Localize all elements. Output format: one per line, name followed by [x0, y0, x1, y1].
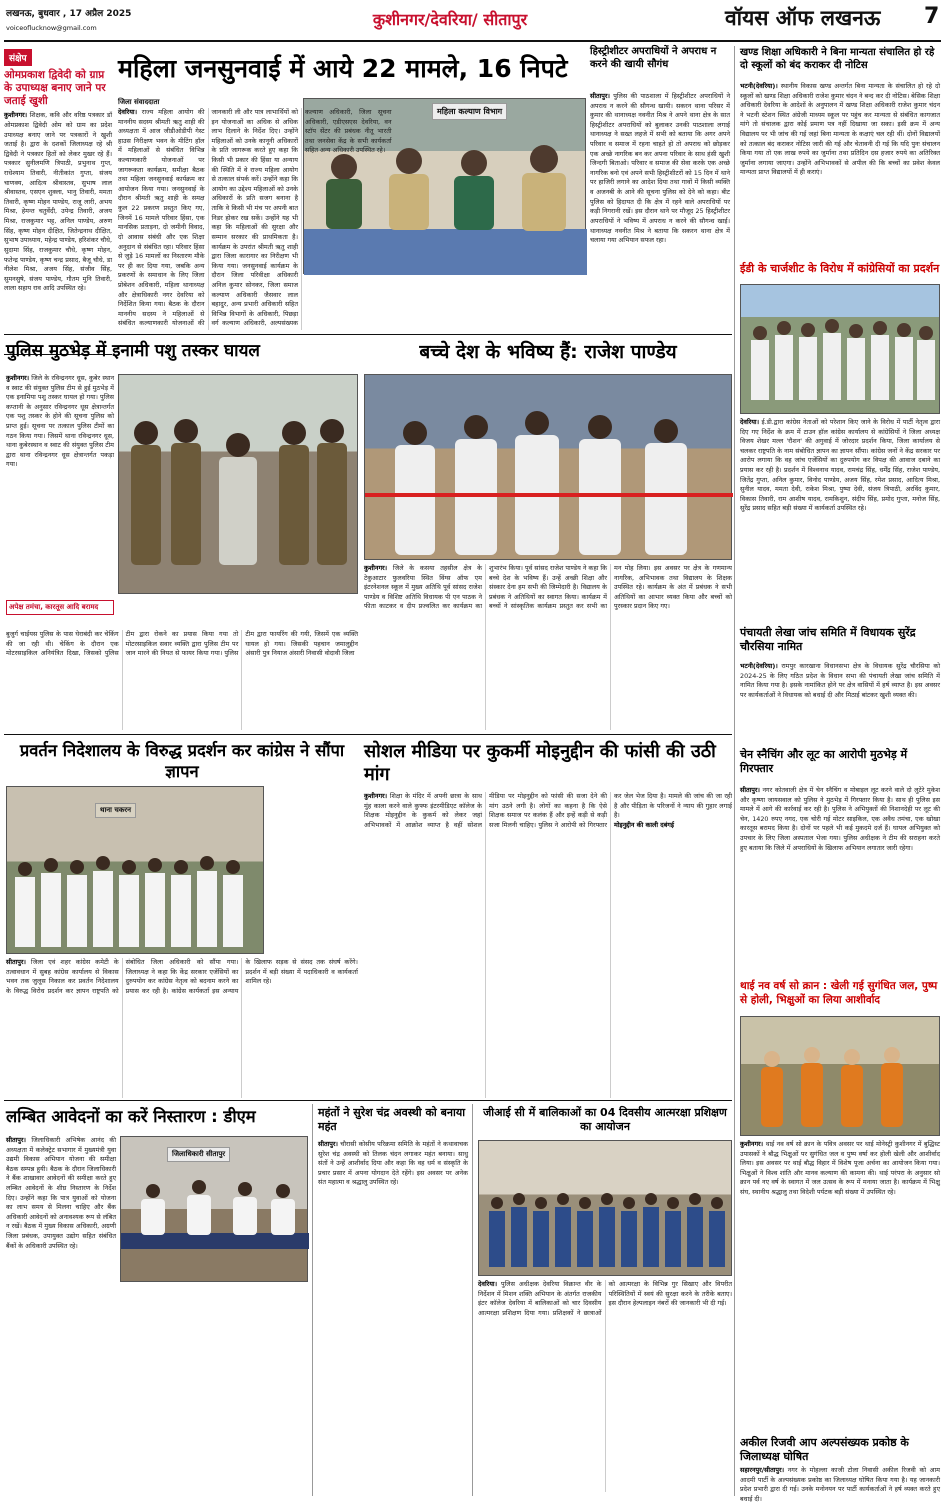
akeel-headline: अकील रिजवी आप अल्पसंख्यक प्रकोष्ठ के जिलाध्यक्ष घोषित — [740, 1436, 909, 1464]
monks-figures — [741, 1017, 941, 1137]
social-subhead: मोइनुद्दीन की काली दबंगई — [614, 820, 675, 829]
lead-body: देवरिया। राज्य महिला आयोग की माननीय सदस्य श्रीमती ऋतु शाही की अध्यक्षता में आज जीडीओडीपी गेस्ट हाउस निरीक्षण भवन के मीटिंग हॉल में महिलाओं से संबंधित विभिन्न कल्याणकारी योजनाओं पर जागरूकता कार्यक्रम, समीक्षा बैठक तथा महिला जनसुनवाई कार्यक्रम का आयोजन किया गया। जनसुनवाई के दौरान श्रीमती ऋतु शाही के समक्ष कुल 22 प्रकरण प्रस्तुत किए गए, जिनमें 16 मामले परिवार हिंसा, एक मानसिक प्रताड़ना, दो जमीनी विवाद, दो आवास संबंधी और एक शिक्षा अनुदान से संबंधित रहा। परिवार हिंसा से जुड़े 16 मामलों का निस्तारण मौके पर ही कर दिया गया, जबकि अन्य प्रकरणों के समाधान के लिए जिला प्रोबेशन अधिकारी, महिला थानाध्यक्ष और क्षेत्राधिकारी नगर देवरिया को निर्देशित किया गया। बैठक के दौरान माननीय सदस्य ने महिलाओं से संबंधित कल्याणकारी योजनाओं की जानकारी ली और पात्र लाभार्थियों को इन योजनाओं का अधिक से अधिक लाभ दिलाने के निर्देश दिए। उन्होंने महिलाओं को उनके कानूनी अधिकारों के प्रति जागरूक करते हुए कहा कि किसी भी प्रकार की हिंसा या अन्याय की स्थिति में वे राज्य महिला आयोग से तत्काल संपर्क करें। उन्होंने कहा कि आयोग का उद्देश्य महिलाओं को उनके अधिकारों के प्रति सजग बनाना है ताकि वे किसी भी मंच पर अपनी बात निडर होकर रख सकें। उन्होंने यह भी कहा कि महिलाओं की सुरक्षा और सम्मान सरकार की प्राथमिकता है। कार्यक्रम के उपरांत श्रीमती ऋतु शाही द्वारा जिला कारागार का निरीक्षण भी किया गया। जनसुनवाई कार्यक्रम के दौरान जिला परिवीक्षा अधिकारी अनिल कुमार सोनकर, जिला समाज कल्याण अधिकारी जैसवार लाल बहादुर, अन्य प्रभारी अधिकारी सहित विभिन्न विभागों के अधिकारी, पिछड़ा वर्ग कल्याण अधिकारी, अल्पसंख्यक कल्याण अधिकारी, जिला सूचना अधिकारी, एडीएसएस देवरिया, वन स्टॉप सेंटर की प्रबंधक नीतू भारती तथा जनसेवा केंद्र के सभी कार्यकर्ता सहित अन्य अधिकारी उपस्थित रहे। — [118, 108, 392, 328]
pravartan-headline: प्रवर्तन निदेशालय के विरुद्ध प्रदर्शन कर कांग्रेस ने सौंपा ज्ञापन — [19, 741, 345, 782]
ribbon-cutting — [365, 375, 733, 561]
thai-new-year-headline: थाई नव वर्ष सो क्रान : खेली गई सुगंधित जल, पुष्प से होली, भिक्षुओं का लिया आशीर्वाद — [740, 980, 938, 1006]
chain-snatching-headline: चेन स्नैचिंग और लूट का आरोपी मुठभेड़ में गिरफ्तार — [740, 748, 908, 776]
lead-byline: जिला संवाददाता — [118, 98, 160, 106]
lead-headline: महिला जनसुनवाई में आये 22 मामले, 16 निपटे — [118, 54, 568, 83]
thai-new-year-photo — [740, 1016, 940, 1136]
kids-headline: बच्चे देश के भविष्य हैं: राजेश पाण्डेय — [419, 341, 677, 363]
briefs-tag: संक्षेप — [4, 49, 32, 66]
lambit-headline: लम्बित आवेदनों का करें निस्तारण : डीएम — [6, 1107, 256, 1126]
lead-body-cont — [303, 278, 586, 330]
pravartan-body-side — [268, 786, 358, 954]
protest-group — [7, 787, 265, 955]
gic-photo — [478, 1140, 732, 1276]
lambit-body — [120, 1288, 308, 1492]
social-headline: सोशल मीडिया पर कुकर्मी मोइनुद्दीन की फांसी की उठी मांग — [364, 741, 716, 786]
rule — [312, 1104, 313, 1496]
section-title: कुशीनगर/देवरिया/ सीतापुर — [372, 10, 528, 29]
brief-headline: ओमप्रकाश द्विवेदी को ग्राप्र के उपाध्यक्ष बनाए जाने पर जताई खुशी — [4, 69, 106, 108]
pravartan-photo — [6, 786, 264, 954]
police-station-sign: थाना चकरन — [95, 803, 136, 818]
thai-new-year-body: कुशीनगर। थाई नव वर्ष सो क्रान के पवित्र अवसर पर थाई मोनेस्ट्री कुशीनगर में बुद्धिस्ट उपासकों ने बौद्ध भिक्षुओं पर सुगंधित जल व पुष्प वर्षा कर होली खेली और आशीर्वाद लिया। इस अवसर पर थाई बौद्ध विहार में विशेष पूजा अर्चना का आयोजन किया गया। भिक्षुओं ने विश्व शांति और मानव कल्याण की कामना की। थाई परंपरा के अनुसार सो क्रान पर्व नए वर्ष के स्वागत में जल उत्सव के रूप में मनाया जाता है। कार्यक्रम में भिक्षु संघ, स्थानीय श्रद्धालु तथा विदेशी पर्यटक बड़ी संख्या में उपस्थित रहे। — [740, 1140, 940, 1197]
encounter-headline: पुलिस मुठभेड़ में इनामी पशु तस्कर घायल — [6, 341, 260, 361]
brief-body: कुशीनगर। शिक्षक, कवि और वरिष्ठ पत्रकार डॉ ओमप्रकाश द्विवेदी ओम को ग्राम का प्रदेश उपाध्यक्ष बनाए जाने पर पत्रकारों ने खुशी जताई है। द्वारा के दशकों जिलाध्यक्ष रहे श्री द्विवेदी ने पत्रकार हितों को लेकर मुखर रहे हैं। पत्रकार सुनीलमणि त्रिपाठी, प्रभुनाथ गुप्त, राधेश्याम तिवारी, नीतीकांत गुप्ता, संजय चाणक्य, आदित्य श्रीवास्तव, सुभाष लाल श्रीवास्तव, एसएन शुक्ला, भानु तिवारी, ममता तिवारी, कृष्ण मोहन पाण्डेय, राजू लारी, अभय मिश्रा, हेमन्त चतुर्वेदी, उपेन्द्र तिवारी, अजय मिश्रा, राजकुमार भट्ट, अनिल पाण्डेय, अरुण सिंह, कृष्ण मोहन दीक्षित, जितेन्द्रनाथ दीक्षित, सुभाष उपाध्याय, महेन्द्र पाण्डेय, हरिशंकर चौधे, सुदामा सिंह, राजकुमार चौधे, कृष्ण मोहन, फतेन्द्र पाण्डेय, कृष्ण चन्द्र प्रसाद, बैजू चौधे, डा नीलेश मिश्रा, अजय सिंह, संजीव सिंह, सुमनसुषे, संजय पाण्डेय, गौतम मुनि तिवारी, लाला सहाय राव आदि उपस्थित रहे। — [4, 111, 112, 293]
masthead-date: लखनऊ, बुधवार , 17 अप्रैल 2025 — [6, 9, 132, 19]
ed-protest-photo — [740, 284, 940, 414]
rule — [734, 46, 735, 1496]
rule — [4, 734, 732, 735]
kids-photo — [364, 374, 732, 560]
ed-protest-headline: ईडी के चार्जशीट के विरोध में कांग्रेसियों का प्रदर्शन — [740, 262, 940, 275]
ed-protest-body: देवरिया। ई.डी.द्वारा कांग्रेस नेताओं को परेशान किए जाने के विरोध में पार्टी नेतृत्व द्वारा दिए गए निर्देश के क्रम में टाउन हॉल कांग्रेस कार्यालय से कांग्रेसियों ने जिला अध्यक्ष विजय शेखर मल्ल 'रौशन' की अगुवाई में जोरदार प्रदर्शन किया, जिला कार्यालय से चलकर राष्ट्रपति के नाम संबोधित ज्ञापन का ज्ञापन सौंपा। कांग्रेस जनों ने केंद्र सरकार पर आरोप लगाया कि वह जांच एजेंसियों का दुरुपयोग कर विपक्ष की आवाज दबाने का प्रयास कर रही है। प्रदर्शन में विश्वनाथ यादव, रामचंद्र सिंह, धर्मेंद्र सिंह, राजेश पाण्डेय, जितेंद्र गुप्ता, अनिल कुमार, विनोद पाण्डेय, अजय सिंह, रमेश प्रसाद, आदित्य मिश्रा, सुनील यादव, ममता देवी, राकेश मिश्रा, पुष्पा देवी, संजय त्रिपाठी, अरविंद कुमार, विकास तिवारी, राम आशीष यादव, रामकिशुन, संदीप सिंह, प्रमोद गुप्ता, मनोज सिंह, सुरेंद्र प्रसाद सहित बड़ी संख्या में कार्यकर्ता उपस्थित रहे। — [740, 418, 940, 513]
chain-snatching-body: सीतापुर। नगर कोतवाली क्षेत्र में चेन स्नैचिंग व मोबाइल लूट करने वाले दो लुटेरे मुकेश और कृष्णा जायसवाल को पुलिस ने मुठभेड़ में गिरफ्तार किया है। साथ ही पुलिस इस मामले में आगे की कार्रवाई कर रही है। पुलिस ने अभियुक्तों की निशानदेही पर लूट की चेन, 1420 रुपए नगद, एक चोरी गई मोटर साइकिल, एक अवैध तमंचा, एक खोखा कारतूस बरामद किया है। दोनों पर पहले भी कई मुकदमे दर्ज हैं। घायल अभियुक्त को उपचार के लिए जिला अस्पताल भेजा गया। पुलिस अधीक्षक ने टीम की सराहना करते हुए बताया कि जिले में अपराधियों के खिलाफ अभियान लगातार जारी रहेगा। — [740, 786, 940, 852]
encounter-photo — [118, 374, 358, 594]
meeting-banner: जिलाधिकारी सीतापुर — [167, 1147, 230, 1162]
encounter-body: कुशीनगर। जिले के रविन्द्रनगर धूस, कुबेर स्थान व स्वाट की संयुक्त पुलिस टीम से हुई मुठभेड़ में एक इनामिया पशु तस्कर घायल हो गया। पुलिस कप्तानी के अनुसार रविन्द्रनगर धूस क्षेत्रान्तर्गत एक पशु तस्कर के होने की सूचना पुलिस को प्राप्त हुई। सूचना पर तत्काल पुलिस टीमों का गठन किया गया। जिसमें थाना रविन्द्रनगर धूस, थाना कुबेरस्थान व स्वाट की संयुक्त पुलिस टीम द्वारा थाना रविन्द्रनगर धूस क्षेत्रान्तर्गत पकड़ा गया। — [6, 374, 114, 469]
lambit-body-left: सीतापुर। जिलाधिकारी अभिषेक आनंद की अध्यक्षता में कलेक्ट्रेट सभागार में मुख्यमंत्री युवा उद्यमी विकास अभियान योजना की समीक्षा बैठक सम्पन्न हुयी। बैठक के दौरान जिलाधिकारी ने बैंक शाखावार आवेदनों की समीक्षा करते हुए लम्बित आवेदनों के शीघ्र निस्तारण के निर्देश दिए। उन्होंने कहा कि पात्र युवाओं को योजना का लाभ समय से मिलना चाहिए और बैंक अधिकारी आवेदनों को अनावश्यक रूप से लंबित न रखें। बैठक में मुख्य विकास अधिकारी, अग्रणी जिला प्रबंधक, उपायुक्त उद्योग सहित संबंधित बैंकों के अधिकारी उपस्थित रहे। — [6, 1136, 116, 1250]
police-figures — [119, 375, 359, 595]
history-sheeter-body: सीतापुर। पुलिस की पाठशाला में हिस्ट्रीशीटर अपराधियों ने अपराध न करने की सौगन्ध खायी। सकरन थाना परिसर में कुमार की थानाध्यक्ष नवनीत मिश्र ने अपने थाना क्षेत्र के सात हिस्ट्रीशीटर अपराधियों को बुलाकर उनकी पाठशाला लगाई थानाध्यक्ष ने सख्त लहजे में सभी को बताया कि अगर अपने परिवार व समाज में रहना चाहते हो तो अपराध को छोड़कर एक अच्छे नागरिक बन कर अपना परिवार के साथ हंसी खुशी जिन्दगी बिताओ। परिवार व समाज की सेवा करके एक अच्छे नागरिक बनो एवं अपने सभी हिस्ट्रीशीटरों को 15 दिन में थाने पर हाजिरी लगाने का आदेश दिया तथा गावों में किसी व्यक्ति व अजनबी के आने की सूचना पुलिस को देने को कहा। बीट पुलिस को हिदायत दी कि क्षेत्र में रहने वाले अपराधियों पर कड़ी निगरानी रखें। इस दौरान थाने पर मौजूद 25 हिस्ट्रीशीटर अपराधियों ने भविष्य में अपराध न करने की सौगन्ध खाई। थानाध्यक्ष नवनीत मिश्र ने बताया कि सकरन थाना क्षेत्र में चलाया गया अभियान सफल रहा। — [590, 92, 730, 245]
pravartan-body: सीतापुर। जिला एवं शहर कांग्रेस कमेटी के तत्वावधान में सुबह कांग्रेस कार्यालय से विकास भवन तक जुलूस निकाल कर प्रवर्तन निदेशालय के विरुद्ध विरोध प्रदर्शन कर ज्ञापन राष्ट्रपति को संबोधित जिला अधिकारी को सौंपा गया। जिलाध्यक्ष ने कहा कि केंद्र सरकार एजेंसियों का दुरुपयोग कर कांग्रेस नेतृत्व को बदनाम करने का प्रयास कर रही है। कांग्रेस कार्यकर्ता इस अन्याय के खिलाफ सड़क से संसद तक संघर्ष करेंगे। प्रदर्शन में बड़ी संख्या में पदाधिकारी व कार्यकर्ता शामिल रहे। — [6, 958, 358, 995]
brand-logo: वॉयस ऑफ लखनऊ — [725, 5, 881, 30]
students-group — [479, 1141, 733, 1277]
lambit-photo — [120, 1136, 308, 1282]
akeel-body: सहारनपुर/सीतापुर। नगर के मोहल्ला काजी टोला निवासी अकील रिजवी को आम आदमी पार्टी के अल्पसंख्यक प्रकोष्ठ का जिलाध्यक्ष घोषित किया गया है। यह जानकारी प्रदेश प्रभारी द्वारा दी गई। उनके मनोनयन पर पार्टी कार्यकर्ताओं ने हर्ष व्यक्त करते हुए बधाई दी। — [740, 1466, 940, 1503]
encounter-byline: अपेक्ष तमंचा, कारतूस आदि बरामद — [6, 600, 114, 615]
panchayat-body: भटनी(देवरिया)। रामपुर कारखाना विधानसभा क्षेत्र के विधायक सुरेंद्र चौरसिया को 2024-25 के लिए गठित प्रदेश के विधान सभा की पंचायती लेखा जांच समिति में नामित किया गया है। इसके नामांकित होने पर क्षेत्र वासियों में हर्ष व्याप्त है। इस अवसर पर कार्यकर्ताओं ने विधायक को बधाई दी और मिठाई बांटकर खुशी व्यक्त की। — [740, 662, 940, 699]
protest-crowd — [741, 285, 941, 415]
school-closure-headline: खण्ड शिक्षा अधिकारी ने बिना मान्यता संचालित हो रहे दो स्कूलों को बंद कराकर दी नोटिस — [740, 47, 935, 71]
kids-body: कुशीनगर। जिले के कसया तहसील क्षेत्र के टेकुआटार फुलवरिया स्थित विंग्स ऑफ एम इंटरनेशनल स्कूल में मुख्य अतिथि पूर्व सांसद राजेश पाण्डेय व विशिष्ट अतिथि विधायक पी एन पाठक ने फीता काटकर व दीप प्रज्वलित कर कार्यक्रम का शुभारंभ किया। पूर्व सांसद राजेश पाण्डेय ने कहा कि बच्चे देश के भविष्य हैं। उन्हें अच्छी शिक्षा और संस्कार देना हम सभी की जिम्मेदारी है। विद्यालय के प्रबंधक ने अतिथियों का स्वागत किया। कार्यक्रम में बच्चों ने सांस्कृतिक कार्यक्रम प्रस्तुत कर सभी का मन मोह लिया। इस अवसर पर क्षेत्र के गणमान्य नागरिक, अभिभावक तथा विद्यालय के शिक्षक उपस्थित रहे। कार्यक्रम के अंत में प्रबंधक ने सभी अतिथियों का आभार व्यक्त किया और बच्चों को पुरस्कार प्रदान किए गए। — [364, 564, 732, 611]
masthead-rule — [4, 40, 941, 42]
school-closure-body: भटनी(देवरिया)। स्थानीय विकास खण्ड अन्तर्गत बिना मान्यता के संचालित हो रहे दो स्कूलों को खण्ड शिक्षा अधिकारी राजेश कुमार चंदन ने बन्द कर दी नोटिस। बेसिक शिक्षा अधिकारी देवरिया के आदेशों के अनुपालन में खण्ड शिक्षा अधिकारी राजेश कुमार चंदन ने भटनी स्टेशन स्थित अंग्रेजी माध्यम स्कूल पर पहुंच कर मान्यता से संबंधित कागजात मांगे तो संचालक द्वारा कोई प्रमाण पत्र नहीं दिखाया जा सका। इसी क्रम में अन्य विद्यालय पर भी जांच की गई जहां बिना मान्यता के कक्षाएं चल रही थीं। दोनों विद्यालयों को तत्काल बंद कराकर नोटिस जारी की गई और चेतावनी दी गई कि यदि पुनः संचालन किया गया तो एक लाख रुपये का जुर्माना तथा प्रतिदिन दस हजार रुपये का अतिरिक्त जुर्माना लगाया जाएगा। उन्होंने अभिभावकों से अपील की कि बच्चों का प्रवेश केवल मान्यता प्राप्त विद्यालयों में ही कराएं। — [740, 82, 940, 177]
gic-body: देवरिया। पुलिस अधीक्षक देवरिया विक्रान्त वीर के निर्देशन में मिशन शक्ति अभियान के अंतर्गत राजकीय इंटर कॉलेज देवरिया में बालिकाओं को चार दिवसीय आत्मरक्षा प्रशिक्षण दिया गया। प्रशिक्षकों ने छात्राओं को आत्मरक्षा के विभिन्न गुर सिखाए और विपरीत परिस्थितियों में स्वयं की सुरक्षा करने के तरीके बताए। इस दौरान हेल्पलाइन नंबरों की जानकारी भी दी गई। — [478, 1280, 732, 1317]
history-sheeter-headline: हिस्ट्रीशीटर अपराधियों ने अपराध न करने की खायी सौगंध — [590, 46, 717, 70]
meeting-table — [121, 1137, 309, 1283]
social-body: कुशीनगर। शिक्षा के मंदिर में अपनी छात्रा के साथ मुंह काला करने वाले कुफ्फ इंटरमीडिएट कॉलेज के शिक्षक मोइनुद्दीन के कुकर्म को लेकर जहां अभिभावकों में आक्रोश व्याप्त है वहीं सोशल मीडिया पर मोइनुद्दीन को फांसी की सजा देने की मांग उठने लगी है। लोगों का कहना है कि ऐसे शिक्षक समाज पर कलंक हैं और इन्हें कड़ी से कड़ी सजा मिलनी चाहिए। पुलिस ने आरोपी को गिरफ्तार कर जेल भेज दिया है। मामले की जांच की जा रही है और पीड़िता के परिजनों ने न्याय की गुहार लगाई है। मोइनुद्दीन की काली दबंगई — [364, 792, 732, 829]
rule — [4, 1100, 732, 1101]
rule — [4, 334, 732, 335]
mahant-body: सीतापुर। चौरासी कोसीय परिक्रमा समिति के महंतों ने कथावाचक सुरेश चंद्र अवस्थी को तिलक चंदन लगाकर महंत बनाया। साधु संतों ने उन्हें आशीर्वाद दिया और कहा कि वह धर्म व संस्कृति के प्रचार प्रसार में अपना योगदान देते रहेंगे। इस अवसर पर अनेक संत महात्मा व श्रद्धालु उपस्थित रहे। — [318, 1140, 468, 1187]
masthead-email: voiceoflucknow@gmail.com — [6, 24, 97, 32]
masthead — [0, 0, 945, 40]
photo-banner: महिला कल्याण विभाग — [432, 103, 507, 120]
page-number: 7 — [924, 4, 940, 29]
panchayat-headline: पंचायती लेखा जांच समिति में विधायक सुरेंद्र चौरसिया नामित — [740, 626, 916, 654]
rule — [472, 1104, 473, 1496]
encounter-body-cont: बुजुर्ग चाईयस पुलिस के पास घेराबंदी कर चेकिंग की जा रही थी। चेकिंग के दौरान एक मोटरसाइकिल अनियंत्रित दिखा, जिसको पुलिस टीम द्वारा रोकने का प्रयास किया गया तो मोटरसाइकिल सवार व्यक्ति द्वारा पुलिस टीम पर जान मारने की नियत से फायर किया गया। पुलिस टीम द्वारा फायरिंग की गयी, जिसमें एक व्यक्ति घायल हो गया। जिसकी पहचान जमालुद्दीन अंसारी पुत्र नियाज अंसारी निवासी वोदावी जिला — [6, 630, 358, 658]
mahant-headline: महंतों ने सुरेश चंद्र अवस्थी को बनाया महंत — [318, 1106, 466, 1134]
gic-headline: जीआई सी में बालिकाओं का 04 दिवसीय आत्मरक्षा प्रशिक्षण का आयोजन — [483, 1106, 727, 1134]
